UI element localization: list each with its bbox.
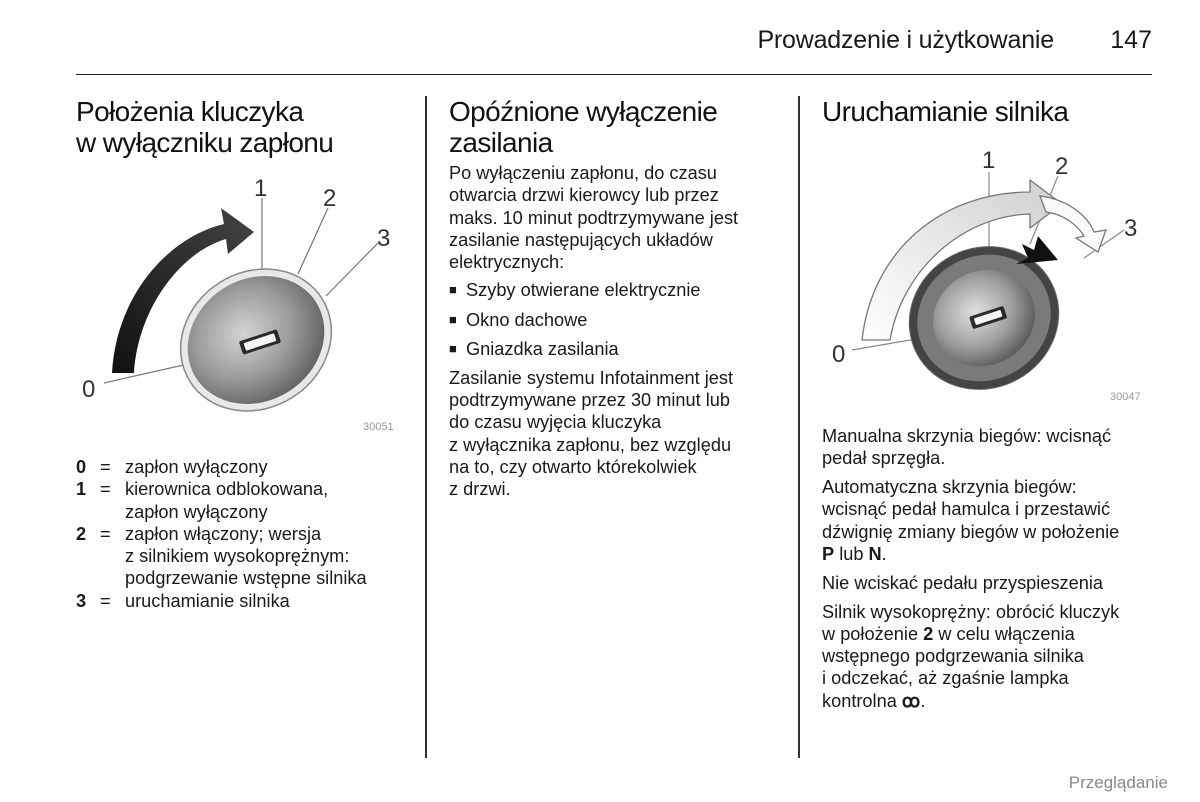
- legend-text: kierownica odblokowana, zapłon wyłączony: [125, 479, 329, 522]
- paragraph: Zasilanie systemu Infotainment jest podtrzymywane przez 30 minut lub do czasu wyjęcia kluczyka z wyłącznika zapłonu, bez względu na to, czy otwarto którekolwiek z drzwi.: [449, 367, 734, 500]
- ignition-lock-start-illustration: [822, 140, 1152, 410]
- legend-row: [76, 590, 406, 612]
- column-engine-start: [822, 96, 1157, 127]
- position-label: 0: [82, 376, 96, 403]
- bullet-square-icon: ■: [449, 340, 457, 356]
- heading-key-positions: [76, 96, 406, 158]
- position-label: 3: [377, 225, 391, 252]
- section-title: Prowadzenie i użytkowanie: [757, 26, 1054, 54]
- figure-code: 30047: [1110, 391, 1141, 403]
- figure-code: 30051: [363, 421, 394, 433]
- legend-key: 2: [76, 523, 87, 544]
- list-item: ■ Okno dachowe: [449, 309, 588, 330]
- position-label: 2: [1055, 153, 1069, 180]
- list-item: ■ Szyby otwierane elektrycznie: [449, 280, 701, 301]
- paragraph: Manualna skrzynia biegów: wcisnąć pedał sprzęgła.: [822, 426, 1112, 469]
- paragraph: Silnik wysokoprężny: obrócić kluczyk w położenie 2 w celu włączenia wstępnego podgrzewania silnika i odczekać, aż zgaśnie lampka kontrolna ꝏ.: [822, 601, 1120, 711]
- positions-legend: [76, 456, 406, 612]
- paragraph: Po wyłączeniu zapłonu, do czasu otwarcia drzwi kierowcy lub przez maks. 10 minut podtrzymywane jest zasilanie następujących układów elektrycznych:: [449, 163, 739, 273]
- position-label: 2: [323, 185, 337, 212]
- legend-row: [76, 456, 406, 478]
- paragraph: Automatyczna skrzynia biegów: wcisnąć pedał hamulca i przestawić dźwignię zmiany biegów w położenie P lub N.: [822, 477, 1120, 564]
- legend-row: [76, 523, 406, 590]
- footer-link[interactable]: Przeglądanie: [1068, 773, 1168, 792]
- legend-eq: =: [100, 523, 111, 544]
- engine-start-figure: [822, 140, 1152, 410]
- heading-engine-start: Uruchamianie silnika: [822, 96, 1069, 127]
- bullet-square-icon: ■: [449, 282, 457, 298]
- position-label: 1: [254, 175, 268, 202]
- legend-text: zapłon włączony; wersja z silnikiem wysokoprężnym: podgrzewanie wstępne silnika: [125, 523, 367, 589]
- legend-eq: =: [100, 479, 111, 500]
- ignition-lock-illustration: [76, 168, 406, 438]
- page-number: 147: [1110, 26, 1152, 54]
- heading-line: Opóźnione wyłączenie: [449, 96, 718, 127]
- heading-line: Położenia kluczyka: [76, 96, 304, 127]
- paragraph: Nie wciskać pedału przyspieszenia: [822, 572, 1104, 593]
- list-item: ■ Gniazdka zasilania: [449, 338, 619, 359]
- page-header: [76, 22, 1152, 75]
- position-label: 1: [982, 147, 996, 174]
- legend-eq: =: [100, 590, 111, 611]
- heading-delayed-power-off: [449, 96, 779, 158]
- legend-key: 3: [76, 590, 87, 611]
- ignition-positions-figure: [76, 168, 406, 438]
- column-delayed-power-off: [449, 96, 779, 505]
- column-divider: [425, 96, 427, 758]
- legend-text: zapłon wyłączony: [125, 457, 268, 477]
- glow-plug-icon: ꝏ: [901, 690, 921, 711]
- column-divider: [798, 96, 800, 758]
- legend-eq: =: [100, 457, 111, 477]
- heading-line: zasilania: [449, 127, 553, 158]
- position-label: 3: [1124, 215, 1138, 242]
- bullet-list: [449, 279, 779, 359]
- position-label: 0: [832, 341, 846, 368]
- legend-text: uruchamianie silnika: [125, 590, 290, 611]
- legend-key: 1: [76, 479, 87, 500]
- heading-line: w wyłączniku zapłonu: [76, 127, 334, 158]
- bullet-square-icon: ■: [449, 311, 457, 327]
- legend-row: [76, 478, 406, 523]
- engine-start-text: [822, 425, 1157, 712]
- column-key-positions: [76, 96, 406, 158]
- legend-key: 0: [76, 457, 87, 477]
